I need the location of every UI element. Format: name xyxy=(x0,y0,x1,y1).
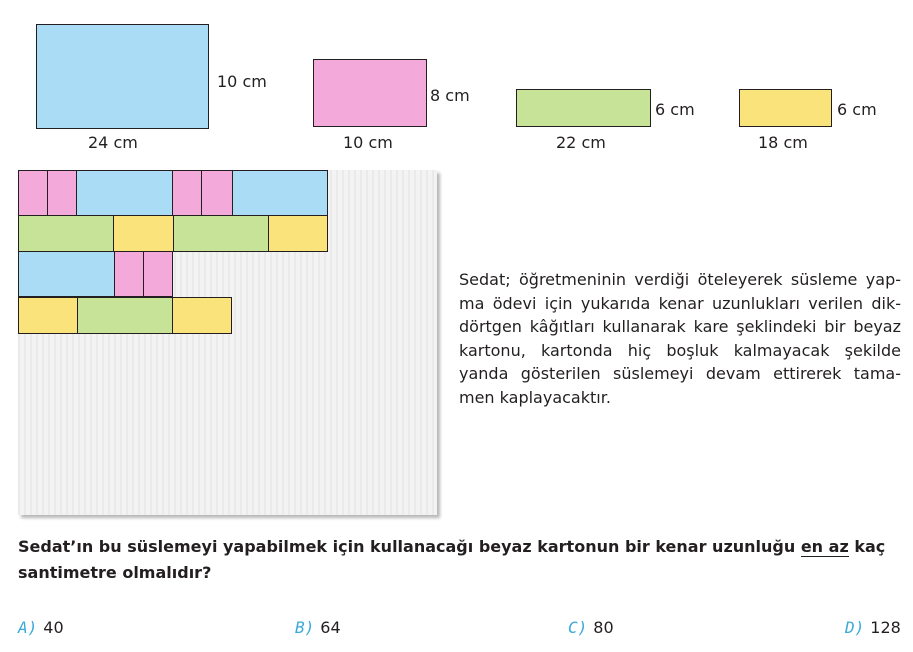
tile-pink xyxy=(201,170,233,216)
tile-green xyxy=(173,215,269,252)
paragraph-line: ma ödevi için yukarıda kenar uzunlukları verilen dik- xyxy=(459,293,901,313)
paragraph-line: dörtgen kâğıtları kullanarak kare şeklindeki bir beyaz xyxy=(459,317,901,336)
pink-rectangle-height-label: 8 cm xyxy=(430,86,470,105)
tile-yellow xyxy=(268,215,328,252)
blue-rectangle xyxy=(36,24,209,129)
blue-rectangle-width-label: 24 cm xyxy=(88,133,138,152)
paragraph-line: Sedat; öğretmeninin verdiği öteleyerek süsleme yap- xyxy=(459,270,901,289)
option-letter: B) xyxy=(295,618,315,637)
paragraph-line: kartonu, kartonda hiç boşluk kalmayacak şekilde xyxy=(459,340,901,360)
green-rectangle-width-label: 22 cm xyxy=(556,133,606,152)
tile-blue xyxy=(232,170,328,216)
paragraph-line: men kaplayacaktır. xyxy=(459,387,611,407)
question-part: kaç santimetre olmalıdır? xyxy=(18,537,886,582)
tile-pink xyxy=(114,251,144,297)
tile-yellow xyxy=(113,215,174,252)
yellow-rectangle xyxy=(739,89,832,127)
option-c[interactable] xyxy=(568,618,614,637)
problem-description xyxy=(459,268,901,409)
option-a[interactable] xyxy=(18,618,64,637)
tile-blue xyxy=(76,170,173,216)
green-rectangle-height-label: 6 cm xyxy=(655,100,695,119)
tile-yellow xyxy=(18,297,78,334)
option-value: 80 xyxy=(593,618,614,637)
question-emphasis: en az xyxy=(800,537,849,556)
option-letter: D) xyxy=(845,618,865,637)
white-cardboard xyxy=(18,170,437,515)
tile-blue xyxy=(18,251,115,297)
pink-rectangle xyxy=(313,59,427,127)
pink-rectangle-width-label: 10 cm xyxy=(343,133,393,152)
tile-pink xyxy=(172,170,202,216)
tile-green xyxy=(77,297,173,334)
tile-pink xyxy=(47,170,77,216)
yellow-rectangle-height-label: 6 cm xyxy=(837,100,877,119)
tile-green xyxy=(18,215,114,252)
option-letter: C) xyxy=(568,618,588,637)
option-value: 40 xyxy=(43,618,64,637)
tile-pink xyxy=(18,170,48,216)
option-d[interactable] xyxy=(845,618,901,637)
yellow-rectangle-width-label: 18 cm xyxy=(758,133,808,152)
question-part: Sedat’ın bu süslemeyi yapabilmek için kullanacağı beyaz kartonun bir kenar uzunluğu xyxy=(18,537,801,556)
option-letter: A) xyxy=(18,618,38,637)
tile-pink xyxy=(143,251,173,297)
option-value: 64 xyxy=(320,618,341,637)
paragraph-line: yanda gösterilen süslemeyi devam ettirerek tama- xyxy=(459,364,901,383)
question-text xyxy=(18,534,903,586)
option-value: 128 xyxy=(870,618,901,637)
blue-rectangle-height-label: 10 cm xyxy=(217,72,267,91)
tile-yellow xyxy=(172,297,232,334)
green-rectangle xyxy=(516,89,651,127)
option-b[interactable] xyxy=(295,618,341,637)
